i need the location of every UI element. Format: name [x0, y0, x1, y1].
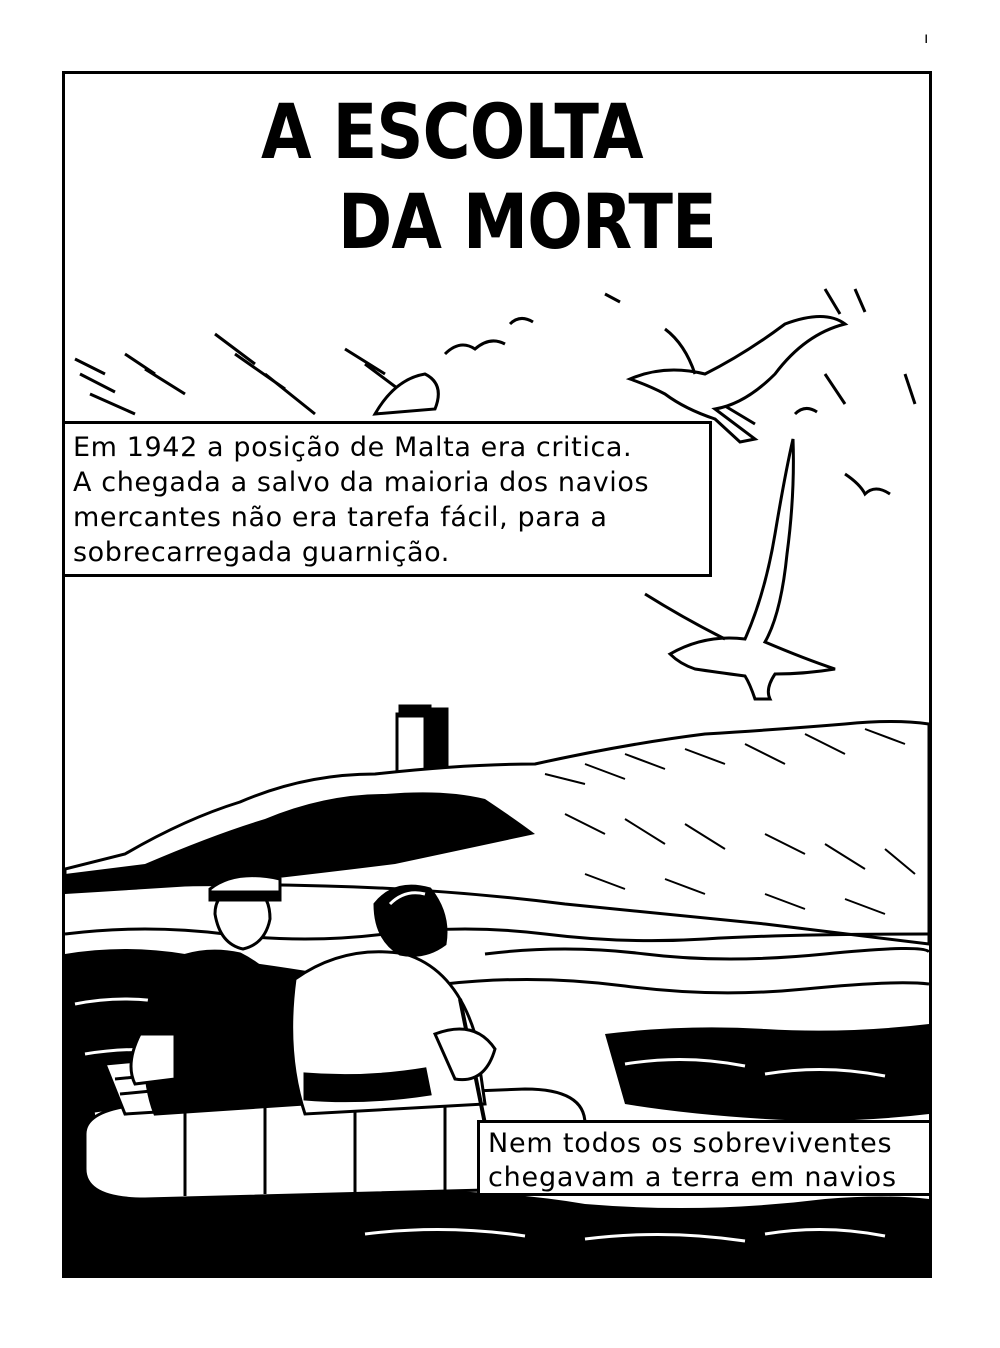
dark-water — [325, 1191, 929, 1275]
story-title-line-1: A ESCOLTA — [261, 87, 643, 176]
caption-line: mercantes não era tarefa fácil, para a — [73, 502, 608, 533]
narration-caption-bottom — [477, 1120, 932, 1196]
caption-line: Em 1942 a posição de Malta era critica. — [73, 432, 633, 463]
story-title-line-2: DA MORTE — [338, 177, 716, 266]
caption-line: chegavam a terra em navios — [488, 1162, 897, 1193]
caption-line: sobrecarregada guarnição. — [73, 537, 450, 568]
survivor-figure — [292, 886, 495, 1124]
caption-line: Nem todos os sobreviventes — [488, 1128, 893, 1159]
page-mark: ı — [924, 30, 929, 47]
caption-line: A chegada a salvo da maioria dos navios — [73, 467, 650, 498]
sailor-figure — [131, 876, 305, 1114]
comic-panel — [62, 71, 932, 1278]
narration-caption-top — [62, 421, 712, 577]
